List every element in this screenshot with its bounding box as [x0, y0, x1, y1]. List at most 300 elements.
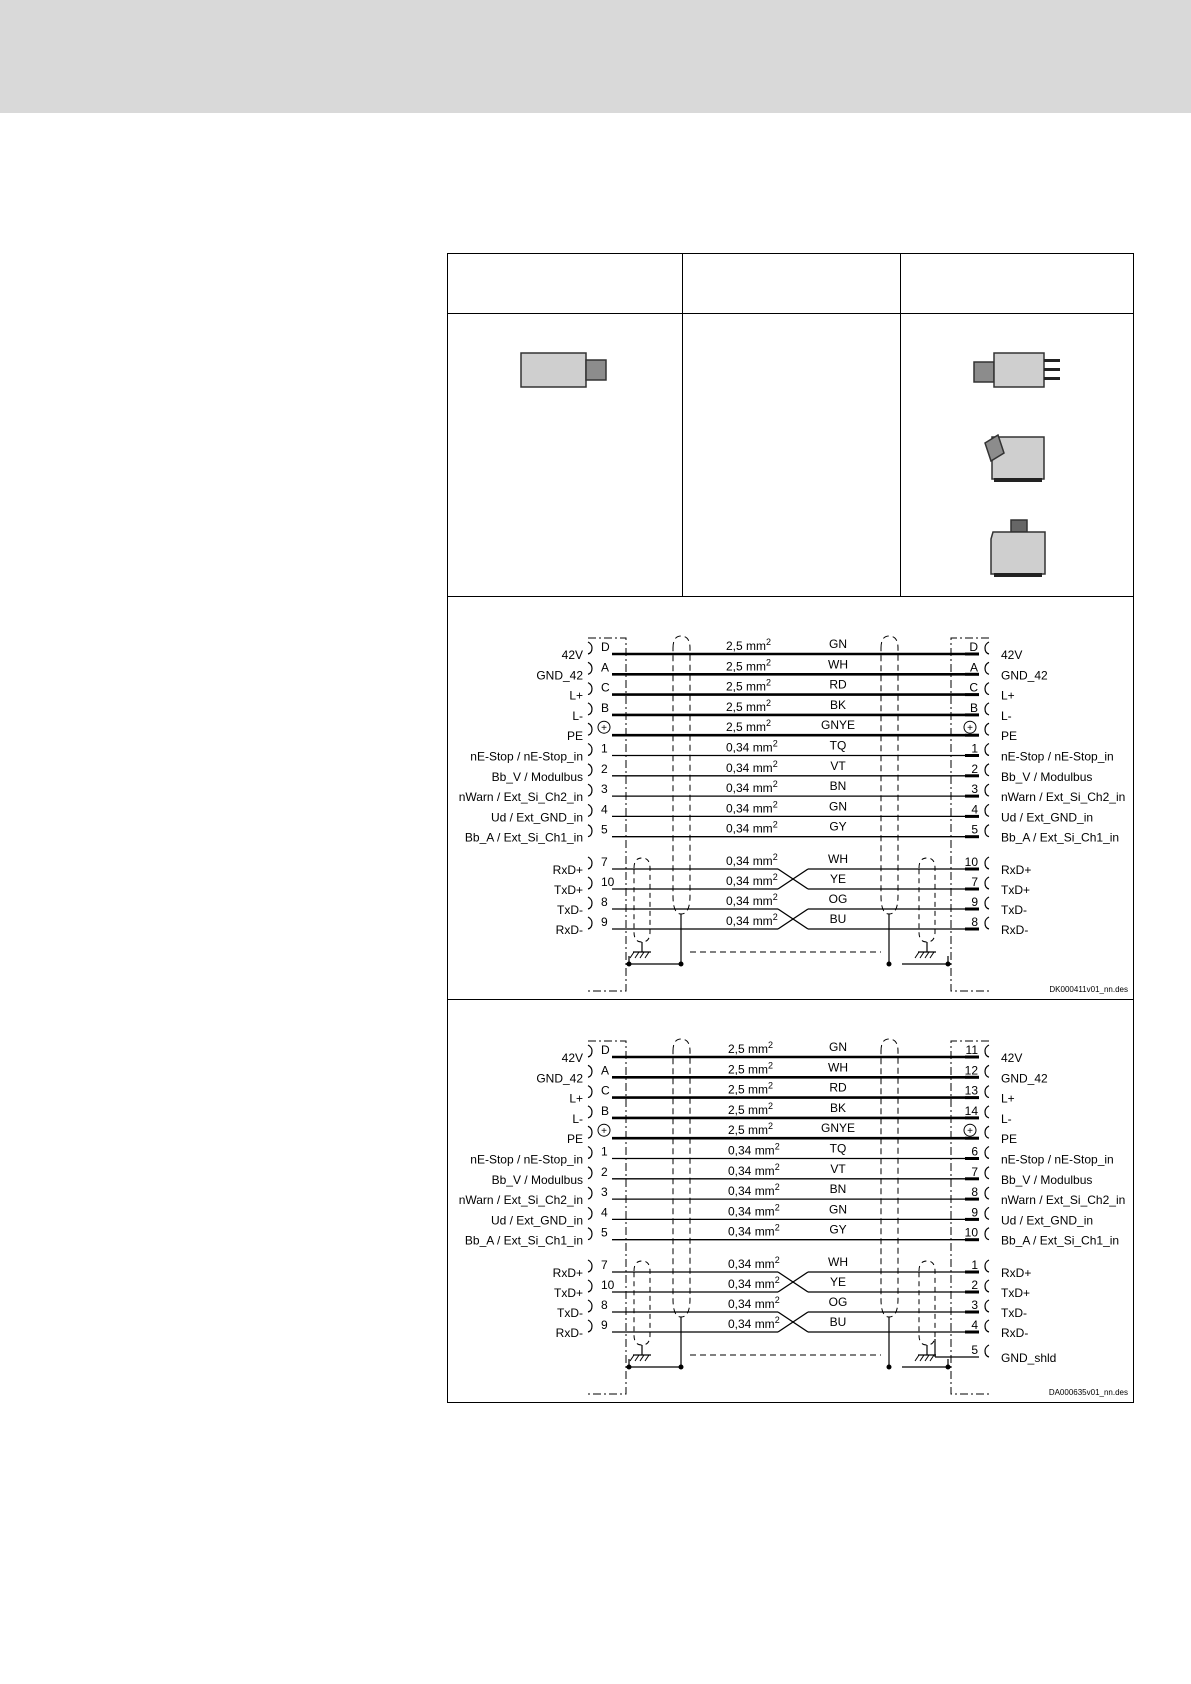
left-terminal-hook	[588, 1147, 592, 1159]
left-pin-label: 7	[601, 855, 608, 869]
right-pin-label: 14	[964, 1103, 978, 1118]
left-terminal-hook	[588, 703, 592, 715]
wire-color-label: GNYE	[820, 1121, 856, 1136]
right-signal-label: L+	[1001, 1091, 1015, 1106]
right-signal-label: Ud / Ext_GND_in	[1001, 810, 1094, 825]
wire-gauge-value: 0,34 mm	[728, 1143, 775, 1158]
wire-gauge-value: 2,5 mm	[726, 720, 767, 735]
wire-gauge-label	[726, 698, 771, 714]
wire-gauge-superscript: 2	[772, 779, 778, 790]
wire-gauge-superscript: 2	[774, 1202, 780, 1213]
left-ground-icon-hatch	[645, 952, 649, 958]
right-signal-label: Bb_A / Ext_Si_Ch1_in	[1001, 1233, 1120, 1248]
right-pin-label: 10	[964, 1225, 978, 1240]
wire-gauge-superscript: 2	[772, 912, 778, 922]
wire-color-label: RD	[829, 677, 847, 692]
left-shield-node	[679, 1365, 684, 1370]
left-terminal-hook	[588, 857, 592, 869]
wire-color-label: GY	[829, 819, 847, 834]
left-signal-label: L-	[572, 708, 583, 723]
left-ground-icon-hatch	[645, 1355, 649, 1361]
wire-color-label: VT	[830, 758, 846, 773]
left-signal-label: L-	[572, 1111, 583, 1126]
wire-gauge-value: 2,5 mm	[726, 639, 767, 653]
right-pin-label: 1	[971, 741, 978, 756]
right-signal-label: Bb_A / Ext_Si_Ch1_in	[1001, 830, 1120, 845]
wire-color-label: VT	[830, 1161, 846, 1176]
right-signal-label: GND_42	[1001, 668, 1048, 683]
right-terminal-hook	[985, 784, 989, 796]
right-pin-label: 9	[971, 895, 978, 909]
wire-gauge-label	[726, 657, 771, 673]
right-pin-label: 1	[971, 1258, 978, 1272]
connector-right-top-icon	[991, 520, 1045, 577]
wire-gauge-label	[726, 852, 778, 868]
left-pin-label: C	[601, 1083, 610, 1098]
wire-gauge-value: 0,34 mm	[726, 781, 773, 796]
right-pin-label: 3	[971, 1298, 978, 1312]
wire-gauge-superscript: 2	[768, 1080, 774, 1091]
right-signal-label: GND_shld	[1001, 1351, 1057, 1365]
wire-gauge-superscript: 2	[774, 1315, 780, 1325]
right-terminal-hook	[985, 804, 989, 816]
wire-gauge-label	[726, 779, 778, 795]
wire-color-label: GN	[829, 637, 847, 651]
wire-color-label: GNYE	[820, 718, 856, 733]
right-terminal-hook	[985, 1280, 989, 1292]
left-ground-icon-hatch	[630, 1355, 634, 1361]
wire-gauge-label	[726, 637, 771, 653]
right-terminal-hook	[985, 897, 989, 909]
wire-gauge-label	[726, 759, 778, 775]
left-pin-label: 8	[601, 1298, 608, 1312]
right-pin-label: 13	[964, 1083, 978, 1098]
left-pin-label: B	[601, 700, 610, 715]
wire-color-label: YE	[829, 872, 847, 886]
wire-gauge-superscript: 2	[774, 1275, 780, 1285]
left-signal-label: RxD+	[552, 1266, 583, 1280]
left-terminal-hook	[588, 1207, 592, 1219]
wire-gauge-label	[728, 1142, 780, 1158]
right-ground-icon-hatch	[930, 952, 934, 958]
left-signal-label: RxD-	[555, 923, 583, 937]
left-terminal-hook	[588, 1228, 592, 1240]
left-ground-icon-hatch	[640, 1355, 644, 1361]
wire-gauge-superscript: 2	[772, 852, 778, 862]
right-pin-label: 11	[965, 1043, 978, 1057]
wire-gauge-value: 2,5 mm	[726, 679, 767, 694]
right-signal-label: nE-Stop / nE-Stop_in	[1001, 1152, 1114, 1167]
wire-color-label: WH	[828, 657, 848, 672]
right-terminal-hook	[985, 744, 989, 756]
right-terminal-hook	[985, 1045, 989, 1057]
wire-gauge-label	[728, 1295, 780, 1311]
left-pin-label: A	[601, 1063, 610, 1078]
wire-gauge-label	[728, 1182, 780, 1198]
wire-gauge-label	[728, 1275, 780, 1291]
right-terminal-hook	[985, 1086, 989, 1098]
wire-gauge-label	[726, 718, 771, 734]
right-ground-icon-hatch	[915, 952, 919, 958]
wire-color-label: TQ	[829, 1141, 847, 1156]
right-signal-label: 42V	[1001, 648, 1023, 662]
wire-gauge-value: 0,34 mm	[726, 821, 773, 836]
right-pin-label: 8	[971, 915, 978, 929]
wire-gauge-superscript: 2	[774, 1255, 780, 1265]
right-pin-label: 8	[971, 1185, 978, 1200]
right-terminal-hook	[985, 1345, 989, 1357]
wire-gauge-value: 0,34 mm	[726, 760, 773, 775]
right-terminal-hook	[985, 1260, 989, 1272]
right-terminal-hook	[985, 1320, 989, 1332]
wire-gauge-label	[728, 1101, 773, 1117]
right-terminal-hook	[985, 662, 989, 674]
left-terminal-hook	[588, 877, 592, 889]
right-signal-label: TxD-	[1001, 903, 1027, 917]
wire-color-label: BU	[829, 912, 847, 926]
right-signal-label: Bb_V / Modulbus	[1001, 769, 1093, 784]
left-pin-label: 9	[601, 1318, 608, 1332]
wire-gauge-superscript: 2	[766, 637, 772, 647]
right-ground-icon-hatch	[925, 1355, 929, 1361]
right-pin-label: C	[969, 680, 978, 695]
left-signal-label: GND_42	[536, 1071, 583, 1086]
wire-gauge-superscript: 2	[766, 677, 772, 688]
wiring-diagram-top	[448, 596, 1135, 999]
connector-right-straight-icon	[974, 353, 1060, 387]
left-terminal-hook	[588, 764, 592, 776]
wire-gauge-value: 0,34 mm	[728, 1184, 775, 1199]
left-signal-label: nWarn / Ext_Si_Ch2_in	[458, 790, 583, 805]
left-signal-label: RxD+	[552, 863, 583, 877]
right-signal-label: RxD+	[1001, 1266, 1032, 1280]
left-terminal-hook	[588, 1086, 592, 1098]
right-terminal-hook	[985, 1187, 989, 1199]
left-terminal-hook	[588, 1320, 592, 1332]
right-ground-icon-hatch	[925, 952, 929, 958]
left-signal-label: PE	[566, 729, 583, 744]
right-signal-label: nWarn / Ext_Si_Ch2_in	[1001, 1193, 1126, 1208]
wire-gauge-superscript: 2	[768, 1060, 774, 1071]
left-signal-label: GND_42	[536, 668, 583, 683]
left-terminal-hook	[588, 723, 592, 735]
left-signal-label: L+	[569, 688, 583, 703]
right-signal-label: L-	[1001, 708, 1012, 723]
left-terminal-hook	[588, 642, 592, 654]
wire-gauge-value: 2,5 mm	[726, 699, 767, 714]
wire-gauge-superscript: 2	[772, 758, 778, 769]
wire-gauge-superscript: 2	[772, 819, 778, 830]
left-terminal-hook	[588, 1167, 592, 1179]
right-pin-label: +	[967, 1126, 973, 1138]
left-pin-label: 10	[601, 875, 615, 889]
wire-gauge-superscript: 2	[766, 718, 772, 729]
right-signal-label: TxD+	[1001, 883, 1031, 897]
right-pin-label: 9	[971, 1205, 978, 1220]
right-pin-label: 4	[971, 1318, 978, 1332]
wire-gauge-label	[728, 1121, 773, 1137]
right-terminal-hook	[985, 764, 989, 776]
right-terminal-hook	[985, 825, 989, 837]
left-pin-label: 10	[601, 1278, 615, 1292]
right-terminal-hook	[985, 1300, 989, 1312]
left-terminal-hook	[588, 1300, 592, 1312]
right-signal-label: 42V	[1001, 1051, 1023, 1065]
right-terminal-hook	[985, 1065, 989, 1077]
right-pin-label: 6	[971, 1144, 978, 1159]
right-signal-label: TxD+	[1001, 1286, 1031, 1300]
right-shield-node	[887, 1365, 892, 1370]
left-signal-label: 42V	[561, 1051, 583, 1065]
right-pin-label: 2	[971, 1278, 978, 1292]
wire-gauge-label	[728, 1060, 773, 1076]
wire-gauge-value: 2,5 mm	[728, 1062, 769, 1077]
right-overall-shield	[881, 636, 898, 914]
wire-color-label: YE	[829, 1275, 847, 1289]
left-signal-label: nE-Stop / nE-Stop_in	[470, 749, 583, 764]
right-ground-icon-hatch	[920, 952, 924, 958]
left-pin-label: D	[601, 640, 610, 654]
left-ground-icon-hatch	[635, 1355, 639, 1361]
right-pin-label: 7	[971, 875, 978, 889]
wire-gauge-value: 0,34 mm	[728, 1277, 775, 1291]
right-terminal-hook	[985, 1147, 989, 1159]
wire-gauge-label	[726, 872, 778, 888]
wire-gauge-value: 0,34 mm	[726, 801, 773, 816]
wire-gauge-label	[728, 1223, 780, 1239]
left-pin-label: 5	[601, 1225, 608, 1240]
wire-gauge-label	[728, 1202, 780, 1218]
left-signal-label: TxD-	[557, 1306, 583, 1320]
left-pin-label: +	[601, 1126, 607, 1138]
right-terminal-hook	[985, 917, 989, 929]
left-terminal-hook	[588, 1045, 592, 1057]
left-terminal-hook	[588, 1106, 592, 1118]
wire-gauge-value: 0,34 mm	[726, 740, 773, 755]
wire-gauge-superscript: 2	[774, 1222, 780, 1233]
wire-gauge-value: 0,34 mm	[728, 1224, 775, 1239]
wire-gauge-value: 0,34 mm	[726, 854, 773, 868]
right-signal-label: L-	[1001, 1111, 1012, 1126]
left-pin-label: 9	[601, 915, 608, 929]
left-drain-node	[627, 1365, 632, 1370]
left-pin-label: A	[601, 660, 610, 675]
left-signal-label: PE	[566, 1132, 583, 1147]
left-terminal-hook	[588, 683, 592, 695]
left-terminal-hook	[588, 1126, 592, 1138]
left-pin-label: 1	[601, 741, 608, 756]
right-shield-node	[887, 962, 892, 967]
left-signal-label: L+	[569, 1091, 583, 1106]
left-pin-label: 8	[601, 895, 608, 909]
right-signal-label: Bb_V / Modulbus	[1001, 1172, 1093, 1187]
wire-gauge-label	[728, 1081, 773, 1097]
wire-gauge-superscript: 2	[766, 697, 772, 708]
left-terminal-hook	[588, 825, 592, 837]
wire-color-label: GN	[829, 1040, 847, 1054]
right-pin-label: 3	[971, 782, 978, 797]
wire-gauge-label	[728, 1162, 780, 1178]
wire-gauge-label	[726, 678, 771, 694]
wire-gauge-label	[728, 1040, 773, 1056]
left-signal-label: Ud / Ext_GND_in	[490, 810, 583, 825]
left-pin-label: 5	[601, 822, 608, 837]
right-signal-label: Ud / Ext_GND_in	[1001, 1213, 1094, 1228]
right-terminal-hook	[985, 1106, 989, 1118]
wire-gauge-value: 0,34 mm	[728, 1257, 775, 1271]
right-pin-label: +	[967, 723, 973, 735]
left-ground-icon-hatch	[630, 952, 634, 958]
left-terminal-hook	[588, 897, 592, 909]
right-signal-label: nWarn / Ext_Si_Ch2_in	[1001, 790, 1126, 805]
diagram-code: DA000635v01_nn.des	[1048, 1388, 1128, 1397]
right-terminal-hook	[985, 723, 989, 735]
wire-gauge-superscript: 2	[774, 1141, 780, 1152]
wire-gauge-value: 0,34 mm	[726, 874, 773, 888]
wire-gauge-superscript: 2	[768, 1040, 774, 1050]
wire-gauge-superscript: 2	[772, 738, 778, 749]
left-pin-label: B	[601, 1103, 610, 1118]
wire-gauge-value: 0,34 mm	[726, 914, 773, 928]
wire-gauge-label	[726, 820, 778, 836]
wire-gauge-label	[726, 739, 778, 755]
wire-color-label: WH	[828, 852, 848, 866]
left-signal-label: Bb_V / Modulbus	[491, 1172, 583, 1187]
left-terminal-hook	[588, 662, 592, 674]
wire-gauge-value: 2,5 mm	[726, 659, 767, 674]
left-terminal-hook	[588, 917, 592, 929]
left-terminal-hook	[588, 1280, 592, 1292]
left-signal-label: nE-Stop / nE-Stop_in	[470, 1152, 583, 1167]
wire-color-label: GN	[829, 799, 847, 814]
left-terminal-hook	[588, 784, 592, 796]
right-signal-label: PE	[1001, 1132, 1018, 1147]
left-pin-label: 4	[601, 802, 608, 817]
left-signal-label: Bb_V / Modulbus	[491, 769, 583, 784]
wire-gauge-value: 2,5 mm	[728, 1082, 769, 1097]
left-terminal-hook	[588, 1065, 592, 1077]
left-pin-label: 7	[601, 1258, 608, 1272]
wire-gauge-label	[728, 1255, 780, 1271]
wire-gauge-superscript: 2	[768, 1121, 774, 1132]
right-ground-icon-hatch	[930, 1355, 934, 1361]
left-terminal-hook	[588, 804, 592, 816]
right-signal-label: L+	[1001, 688, 1015, 703]
connector-right-angled-icon	[985, 435, 1044, 482]
wire-gauge-value: 0,34 mm	[728, 1204, 775, 1219]
right-signal-label: PE	[1001, 729, 1018, 744]
left-pin-label: 1	[601, 1144, 608, 1159]
left-pin-label: D	[601, 1043, 610, 1057]
left-signal-label: 42V	[561, 648, 583, 662]
wire-color-label: TQ	[829, 738, 847, 753]
wire-gauge-superscript: 2	[766, 657, 772, 668]
wire-color-label: BU	[829, 1315, 847, 1329]
right-terminal-hook	[985, 1228, 989, 1240]
wire-gauge-superscript: 2	[768, 1100, 774, 1111]
left-overall-shield	[673, 636, 690, 914]
wire-gauge-value: 2,5 mm	[728, 1042, 769, 1056]
right-terminal-hook	[985, 877, 989, 889]
wire-gauge-value: 2,5 mm	[728, 1102, 769, 1117]
right-pin-label: D	[969, 640, 978, 654]
right-overall-shield	[881, 1039, 898, 1317]
wire-gauge-label	[728, 1315, 780, 1331]
left-pin-label: 2	[601, 761, 608, 776]
wire-color-label: WH	[828, 1060, 848, 1075]
left-pin-label: 4	[601, 1205, 608, 1220]
wire-gauge-value: 0,34 mm	[728, 1163, 775, 1178]
wire-gauge-superscript: 2	[774, 1182, 780, 1193]
wire-gauge-value: 0,34 mm	[728, 1297, 775, 1311]
wire-color-label: OG	[828, 1295, 848, 1309]
wire-gauge-superscript: 2	[772, 872, 778, 882]
right-drain-node	[946, 1365, 951, 1370]
left-signal-label: Bb_A / Ext_Si_Ch1_in	[464, 830, 583, 845]
wire-gauge-label	[726, 799, 778, 815]
left-signal-label: Bb_A / Ext_Si_Ch1_in	[464, 1233, 583, 1248]
connector-images	[448, 313, 1135, 596]
right-signal-label: RxD-	[1001, 1326, 1029, 1340]
wire-color-label: BN	[829, 1182, 847, 1197]
right-pin-label: 4	[971, 802, 978, 817]
wire-gauge-superscript: 2	[772, 892, 778, 902]
right-pin-label: B	[969, 700, 978, 715]
wire-color-label: GN	[829, 1202, 847, 1217]
wire-color-label: RD	[829, 1080, 847, 1095]
wire-gauge-superscript: 2	[774, 1295, 780, 1305]
left-pin-label: 2	[601, 1164, 608, 1179]
right-terminal-hook	[985, 857, 989, 869]
wire-color-label: BK	[829, 1100, 847, 1115]
left-pin-label: C	[601, 680, 610, 695]
left-overall-shield	[673, 1039, 690, 1317]
right-pin-label: 5	[971, 1343, 978, 1357]
right-signal-label: RxD-	[1001, 923, 1029, 937]
left-pin-label: 3	[601, 1185, 608, 1200]
left-signal-label: RxD-	[555, 1326, 583, 1340]
right-terminal-hook	[985, 1207, 989, 1219]
left-pin-label: 3	[601, 782, 608, 797]
wire-gauge-value: 0,34 mm	[728, 1317, 775, 1331]
left-terminal-hook	[588, 1260, 592, 1272]
wire-gauge-superscript: 2	[774, 1161, 780, 1172]
right-terminal-hook	[985, 703, 989, 715]
left-ground-icon-hatch	[635, 952, 639, 958]
left-pin-label: +	[601, 723, 607, 735]
left-signal-label: Ud / Ext_GND_in	[490, 1213, 583, 1228]
wire-gauge-label	[726, 912, 778, 928]
cable-spec-table	[447, 253, 1134, 1403]
right-pin-label: 7	[971, 1164, 978, 1179]
wire-color-label: OG	[828, 892, 848, 906]
wire-gauge-label	[726, 892, 778, 908]
left-signal-label: TxD+	[553, 883, 583, 897]
right-terminal-hook	[985, 1126, 989, 1138]
right-ground-icon-hatch	[915, 1355, 919, 1361]
right-pin-label: 2	[971, 761, 978, 776]
right-signal-label: GND_42	[1001, 1071, 1048, 1086]
left-signal-label: nWarn / Ext_Si_Ch2_in	[458, 1193, 583, 1208]
page-header-band	[0, 0, 1191, 113]
left-shield-node	[679, 962, 684, 967]
wire-gauge-superscript: 2	[772, 799, 778, 810]
right-signal-label: nE-Stop / nE-Stop_in	[1001, 749, 1114, 764]
left-ground-icon-hatch	[640, 952, 644, 958]
wire-color-label: GY	[829, 1222, 847, 1237]
right-terminal-hook	[985, 1167, 989, 1179]
left-drain-node	[627, 962, 632, 967]
